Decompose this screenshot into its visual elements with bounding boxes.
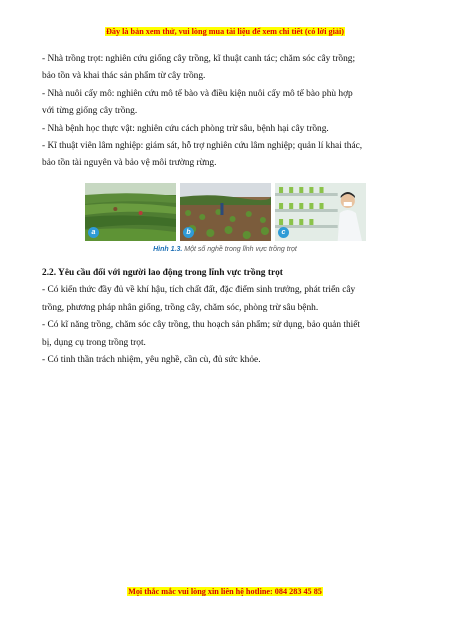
photo-label-b: b <box>183 227 194 238</box>
text-line: - Nhà bệnh học thực vật: nghiên cứu cách phòng trừ sâu, bệnh hại cây trồng. <box>42 123 329 134</box>
text-line: trồng, phương pháp nhân giống, trồng cây, chăm sóc, phòng trừ sâu bệnh. <box>42 302 319 313</box>
figure-caption-label: Hình 1.3. <box>153 246 183 253</box>
text-line: - Nhà trồng trọt: nghiên cứu giống cây trồng, kĩ thuật canh tác; chăm sóc cây trồng; <box>42 54 356 64</box>
text-line: bị, dụng cụ trong trồng trọt. <box>42 337 146 348</box>
preview-banner-text: Đây là bản xem thử, vui lòng mua tài liệu để xem chi tiết (có lời giải) <box>105 27 344 36</box>
hotline-banner <box>0 587 450 596</box>
text-line: bảo tồn và khai thác sản phẩm từ cây trồng. <box>42 71 206 82</box>
hotline-banner-text: Mọi thắc mắc vui lòng xin liên hệ hotline: 084 283 45 85 <box>128 587 322 596</box>
career-list <box>42 51 410 173</box>
text-line: bảo tồn tài nguyên và bảo vệ môi trường rừng. <box>42 158 217 169</box>
text-line: - Có kiến thức đầy đủ về khí hậu, tích chất đất, đặc điểm sinh trưởng, phát triển cây <box>42 285 356 296</box>
photo-label-c: c <box>278 227 289 238</box>
preview-banner <box>0 27 450 36</box>
figure-caption-text: Một số nghề trong lĩnh vực trồng trọt <box>184 246 297 253</box>
text-line: - Có kĩ năng trồng, chăm sóc cây trồng, thu hoạch sản phẩm; sử dụng, bảo quản thiết <box>42 320 361 331</box>
text-line: - Kĩ thuật viên lâm nghiệp: giám sát, hỗ trợ nghiên cứu lâm nghiệp; quản lí khai thác, <box>42 141 363 152</box>
figure-caption <box>0 246 450 253</box>
tea-plantation-photo <box>85 183 176 241</box>
seedling-field-photo <box>180 183 271 241</box>
tissue-culture-lab-photo <box>275 183 366 241</box>
figure-photos <box>85 183 366 241</box>
requirements-section <box>42 265 410 369</box>
section-heading: 2.2. Yêu cầu đối với người lao động trong lĩnh vực trồng trọt <box>42 268 283 278</box>
text-line: - Nhà nuôi cấy mô: nghiên cứu mô tế bào và điều kiện nuôi cấy mô tế bào phù hợp <box>42 88 353 99</box>
photo-label-a: a <box>88 227 99 238</box>
text-line: - Có tinh thần trách nhiệm, yêu nghề, cần cù, đủ sức khỏe. <box>42 355 261 366</box>
text-line: với từng giống cây trồng. <box>42 106 138 117</box>
